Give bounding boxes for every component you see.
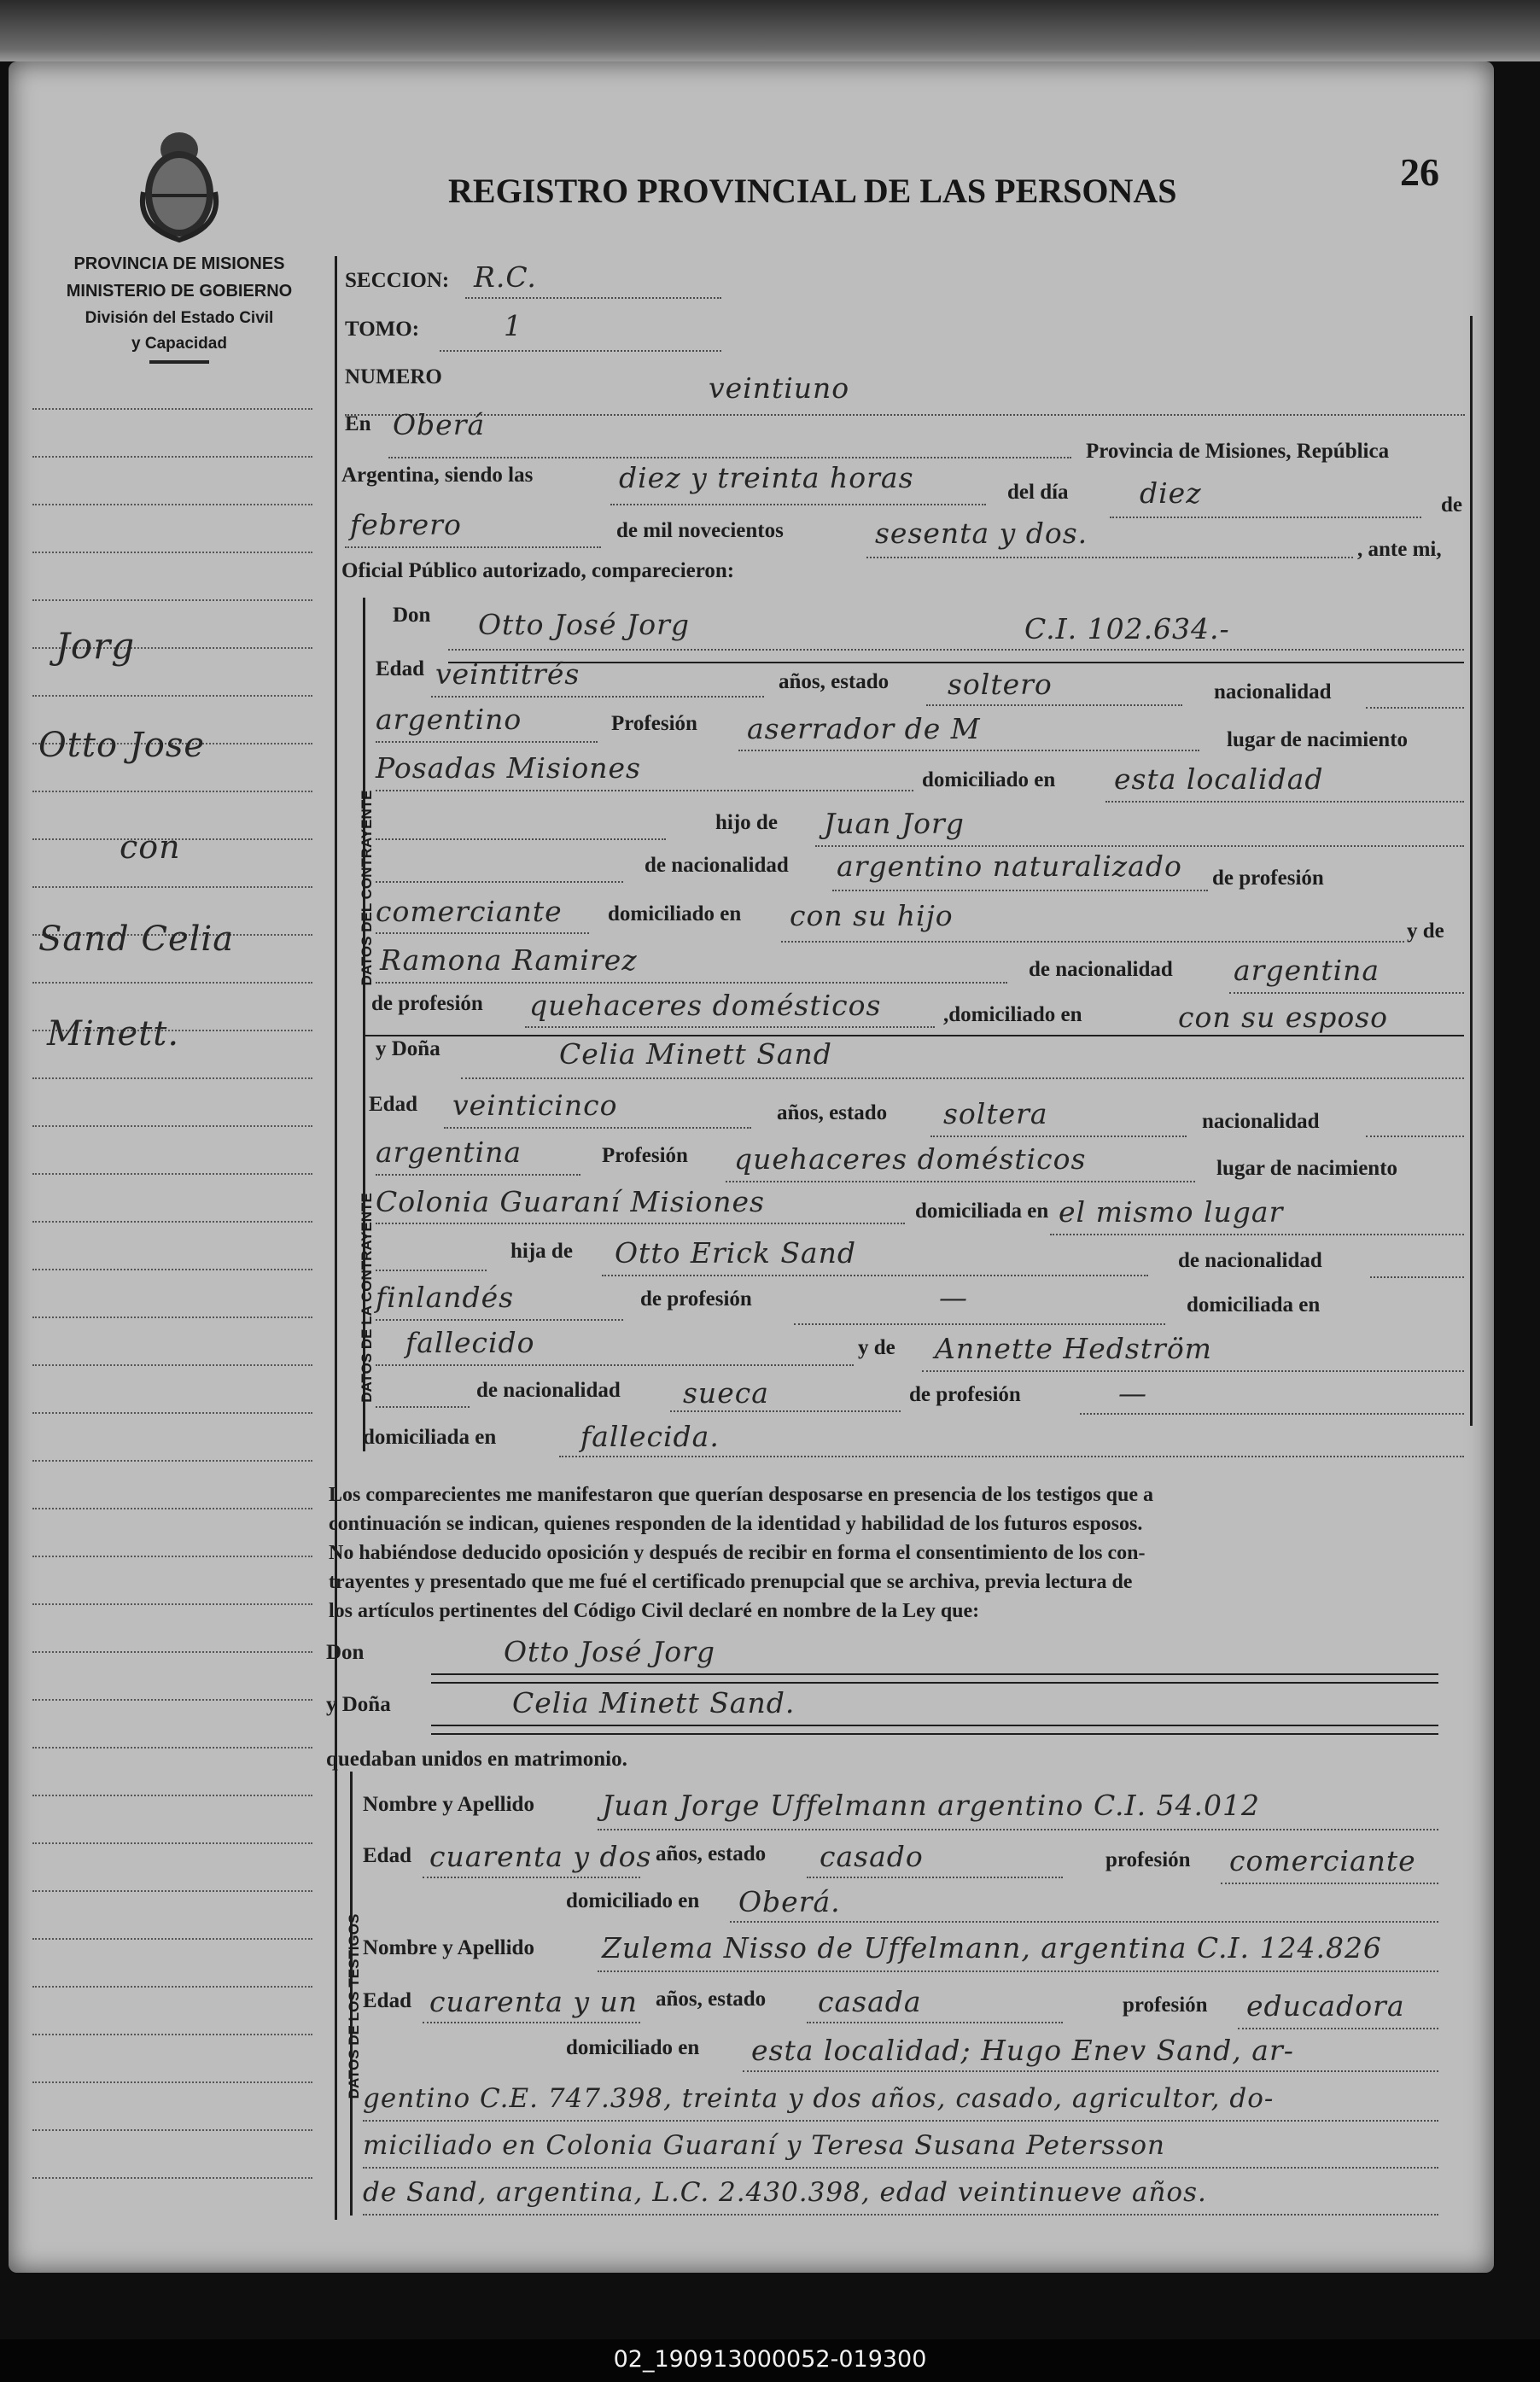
margin-rule [32,1269,312,1270]
margin-rule [32,1556,312,1557]
issuer-division: División del Estado Civil [85,309,274,327]
mes-value: febrero [350,508,462,541]
groom-nacionalidad-label: nacionalidad [1214,680,1332,704]
margin-rule [32,1460,312,1462]
en-label: En [345,412,371,435]
groom-nacionalidad: argentino [376,703,522,736]
witness1-edad: cuarenta y dos [429,1840,652,1873]
groom-domicilio: esta localidad [1114,762,1324,796]
hora-value: diez y treinta horas [619,461,914,494]
padre-prof-label: de profesión [1212,867,1324,890]
witness2-edad: cuarenta y un [429,1985,639,2018]
union-dona-rule [431,1725,1438,1726]
groom-madre-nac: argentina [1234,954,1380,987]
padre-nac-label: de nacionalidad [645,854,789,877]
groom-padre: Juan Jorg [824,807,965,840]
margin-note-name: Otto Jose [38,726,206,765]
hija-de-label: hija de [510,1240,573,1263]
numero-label: NUMERO [345,365,442,388]
bride-padre-dom-label: domiciliada en [1187,1293,1321,1317]
margin-rule [32,1938,312,1940]
t2-estado-line [807,2022,1063,2023]
madre-nac-label: de nacionalidad [1029,958,1173,981]
bride-lugar-nac-line [376,1223,905,1224]
bride-domiciliada-label: domiciliada en [915,1200,1049,1223]
bride-nacionalidad-label: nacionalidad [1202,1110,1320,1133]
issuer-ministry: MINISTERIO DE GOBIERNO [66,282,293,301]
bride-anos-estado-label: años, estado [777,1101,888,1124]
tomo-line [440,350,721,352]
groom-domiciliado-label: domiciliado en [922,768,1056,791]
ante-mi-label: , ante mi, [1357,538,1442,561]
madre-prof-label: de profesión [371,992,483,1015]
margin-note-con: con [120,828,181,866]
groom-nac-line [376,741,598,743]
t2-dom-line [743,2070,1438,2072]
padre-dom-label: domiciliado en [608,902,742,925]
madre-nac-line [1229,992,1464,994]
groom-domicilio-line [1105,801,1464,803]
margin-rule [32,791,312,792]
witness-continuation-1: gentino C.E. 747.398, treinta y dos años, casado, agricultor, do- [363,2083,1275,2114]
bride-madre-dom: fallecida. [580,1420,720,1453]
groom-padre-nac: argentino naturalizado [837,849,1182,883]
t2-nombre-line [598,1970,1438,1972]
union-don-label: Don [326,1641,365,1664]
groom-estado-line [926,704,1182,706]
tomo-value: 1 [504,309,522,342]
groom-madre: Ramona Ramirez [380,943,638,977]
declaration-line-4: trayentes y presentado que me fué el certificado prenupcial que se archiva, previa lectura de [329,1571,1133,1593]
t2-profesion-label: profesión [1123,1994,1208,2017]
margin-rule [32,886,312,888]
t2-anos-estado-label: años, estado [656,1988,767,2011]
y-de-label: y de [1407,920,1444,943]
union-dona-rule-2 [431,1733,1438,1735]
union-dona-name: Celia Minett Sand. [512,1686,796,1719]
section-label-contrayente: DATOS DEL CONTRAYENTE [359,790,375,986]
page-title: REGISTRO PROVINCIAL DE LAS PERSONAS [448,172,1177,210]
bride-name-line [461,1077,1464,1079]
groom-ci: C.I. 102.634.- [1024,612,1230,645]
bride-estado-line [930,1136,1187,1137]
bride-padre-prof-label: de profesión [640,1287,752,1311]
t1-nombre-line [598,1829,1438,1830]
groom-anos-estado-label: años, estado [779,670,890,693]
groom-padre-line [815,845,1464,847]
seccion-label: SECCION: [345,269,450,292]
coat-of-arms-icon [128,124,230,243]
t1-prof-line [1221,1883,1438,1884]
bride-padre-nac-line [376,1319,623,1321]
t2-dom-label: domiciliado en [566,2036,700,2059]
margin-note-surname: Jorg [55,625,136,667]
margin-rule [32,1699,312,1701]
bride-profesion-label: Profesión [602,1144,688,1167]
t1-anos-estado-label: años, estado [656,1842,767,1865]
union-don-rule-2 [431,1682,1438,1684]
witness1-name: Juan Jorge Uffelmann argentino C.I. 54.012 [602,1789,1261,1822]
margin-rule [32,1795,312,1796]
groom-profesion-label: Profesión [611,712,697,735]
bride-madre-nac-label: de nacionalidad [476,1379,621,1402]
t2-nombre-label: Nombre y Apellido [363,1936,534,1959]
bride-nac-tail [1366,1136,1464,1137]
bride-y-de-label: y de [858,1336,895,1359]
margin-rule [32,1747,312,1749]
margin-rule [32,599,312,601]
bride-padre-dom-line [376,1364,854,1366]
groom-madre-prof: quehaceres domésticos [529,989,882,1022]
seccion-value: R.C. [474,260,537,294]
cont3-line [363,2214,1438,2216]
separator-contrayentes [363,1035,1464,1036]
groom-lugar-nac: Posadas Misiones [376,751,641,785]
witness2-estado: casada [818,1985,922,2018]
margin-note-bride-2: Minett. [47,1014,180,1054]
margin-rule [32,1317,312,1318]
de-label: de [1441,493,1462,517]
bride-madre-dom-line [559,1456,1464,1457]
scan-footer [0,2339,1540,2382]
frame-right-border [1470,316,1473,1426]
issuer-capacidad: y Capacidad [131,335,227,353]
groom-nacionalidad-tail [1366,707,1464,709]
margin-rule [32,1890,312,1892]
del-dia-label: del día [1007,481,1069,504]
groom-name-rule [448,662,1464,663]
bride-name: Celia Minett Sand [559,1037,832,1071]
padre-prof-line [376,932,589,934]
anio-line [866,557,1353,558]
bride-profesion-line [726,1181,1195,1182]
bride-padre-nac-label: de nacionalidad [1178,1249,1322,1272]
oficial-label: Oficial Público autorizado, comparecieron: [341,559,735,582]
bride-edad: veinticinco [452,1089,618,1122]
bride-padre-nac-tail [1370,1276,1464,1278]
padre-nac-line [832,890,1208,891]
bride-madre: Annette Hedström [935,1332,1212,1365]
bride-edad-label: Edad [369,1093,417,1116]
t1-dom-line [730,1921,1438,1923]
dona-label: y Doña [376,1037,440,1060]
argentina-siendo-label: Argentina, siendo las [341,464,534,487]
union-don-rule [431,1673,1438,1675]
witness-continuation-2: miciliado en Colonia Guaraní y Teresa Susana Petersson [363,2130,1166,2161]
dia-value: diez [1140,476,1202,510]
bride-padre-line [602,1275,1148,1276]
t1-dom-label: domiciliado en [566,1889,700,1912]
groom-profesion-line [738,750,1199,751]
margin-rule [32,456,312,458]
bride-padre-prof-line [794,1323,1165,1325]
section-label-contrayente-f: DATOS DE LA CONTRAYENTE [359,1193,375,1403]
margin-rule [32,1842,312,1844]
tomo-label: TOMO: [345,318,420,341]
margin-rule [32,2034,312,2035]
groom-edad-label: Edad [376,657,424,680]
cont2-line [363,2167,1438,2169]
cont1-line [363,2120,1438,2122]
groom-name: Otto José Jorg [478,608,690,641]
union-dona-label: y Doña [326,1693,391,1716]
groom-estado: soltero [948,668,1053,701]
witness2-prof: educadora [1246,1989,1405,2023]
groom-lugar-nac-label: lugar de nacimiento [1227,728,1409,751]
bride-edad-line [444,1127,751,1129]
bride-madre-nac: sueca [683,1376,769,1410]
scanner-top-edge [0,0,1540,61]
witness1-dom: Oberá. [738,1885,841,1918]
margin-rule [32,2081,312,2083]
witness1-prof: comerciante [1229,1844,1416,1877]
t1-nombre-label: Nombre y Apellido [363,1793,534,1816]
lugar-line [388,457,1071,458]
madre-prof-line [525,1026,935,1028]
margin-rule [32,504,312,505]
bride-estado: soltera [943,1097,1048,1130]
bride-madre-prof: — [1118,1376,1147,1410]
groom-lugar-nac-line [376,790,913,791]
witness-continuation-3: de Sand, argentina, L.C. 2.430.398, edad veintinueve años. [363,2177,1207,2208]
bride-madre-nac-line [670,1410,901,1412]
margin-rule [32,1077,312,1079]
witness1-estado: casado [820,1840,924,1873]
margin-note-bride: Sand Celia [38,920,235,959]
margin-rule [32,1364,312,1366]
provincia-label: Provincia de Misiones, República [1086,440,1390,463]
section-label-testigos: DATOS DE LOS TESTIGOS [346,1913,362,2099]
bride-domicilio: el mismo lugar [1059,1195,1284,1229]
bride-padre-prof: — [939,1281,968,1314]
margin-rule [32,1173,312,1175]
numero-line [345,414,1465,416]
madre-nac-lead-line [376,1406,470,1408]
union-don-name: Otto José Jorg [504,1635,715,1668]
numero-value: veintiuno [709,371,850,405]
groom-name-line [448,649,1464,651]
issuer-underline [149,360,209,364]
groom-edad: veintitrés [435,657,580,691]
hora-line [610,504,986,505]
t2-edad-line [423,2022,640,2023]
seccion-line [465,297,721,299]
groom-padre-prof: comerciante [376,895,563,928]
scan-id: 02_190913000052-019300 [613,2346,927,2373]
groom-padre-dom: con su hijo [790,899,954,932]
groom-edad-line [431,696,764,698]
bride-madre-line [922,1370,1464,1372]
t2-prof-line [1238,2028,1438,2029]
issuer-province: PROVINCIA DE MISIONES [73,254,285,273]
declaration-line-1: Los comparecientes me manifestaron que querían desposarse en presencia de los testigos que a [329,1484,1153,1506]
margin-rule [32,1221,312,1223]
margin-rule [32,1412,312,1414]
de-mil-label: de mil novecientos [616,519,784,542]
frame-left-border [335,256,337,2220]
bride-padre-nac: finlandés [376,1281,515,1314]
margin-rule [32,695,312,697]
margin-rule [32,2129,312,2131]
lugar-value: Oberá [393,408,486,441]
madre-line [376,982,1007,984]
declaration-line-5: los artículos pertinentes del Código Civil declaré en nombre de la Ley que: [329,1600,980,1622]
bride-madre-prof-line [1080,1413,1464,1415]
bride-madre-dom-label: domiciliada en [363,1426,497,1449]
groom-profesion: aserrador de M [747,712,981,745]
witness2-name: Zulema Nisso de Uffelmann, argentina C.I. 124.826 [602,1931,1382,1965]
groom-madre-dom: con su esposo [1178,1001,1389,1034]
dia-line [1110,517,1421,518]
hijo-lead-line [376,838,666,840]
bride-domicilio-line [1050,1234,1464,1235]
margin-rule [32,2177,312,2179]
hija-lead-line [376,1270,487,1271]
margin-rule [32,1603,312,1605]
declaration-line-3: No habiéndose deducido oposición y después de recibir en forma el consentimiento de los con- [329,1542,1146,1564]
bride-profesion: quehaceres domésticos [734,1142,1087,1176]
witness2-dom: esta localidad; Hugo Enev Sand, ar- [751,2034,1294,2067]
t1-edad-line [423,1877,640,1878]
anio-value: sesenta y dos. [875,517,1088,550]
bride-padre: Otto Erick Sand [615,1236,856,1270]
margin-rule [32,1986,312,1988]
margin-rule [32,982,312,984]
nac-lead-line [376,881,623,883]
page-number: 26 [1400,150,1439,194]
margin-rule [32,552,312,553]
hijo-de-label: hijo de [715,811,778,834]
don-label: Don [393,604,431,627]
margin-rule [32,1125,312,1127]
bride-nac-line [376,1174,580,1176]
madre-dom-label: ,domiciliado en [943,1003,1082,1026]
bride-nacionalidad: argentina [376,1136,522,1169]
bride-lugar-nac: Colonia Guaraní Misiones [376,1185,765,1218]
padre-dom-line [781,941,1404,943]
margin-rule [32,408,312,410]
t1-profesion-label: profesión [1105,1848,1191,1871]
t1-estado-line [807,1877,1063,1878]
bride-madre-prof-label: de profesión [909,1383,1021,1406]
quedaban-label: quedaban unidos en matrimonio. [326,1748,627,1771]
t1-edad-label: Edad [363,1844,411,1867]
mes-line [345,546,601,548]
bride-padre-dom: fallecido [405,1326,535,1359]
t2-edad-label: Edad [363,1989,411,2012]
margin-rule [32,1651,312,1653]
bride-lugar-nac-label: lugar de nacimiento [1216,1157,1398,1180]
declaration-line-2: continuación se indican, quienes responden de la identidad y habilidad de los futuros esposos. [329,1513,1143,1535]
margin-rule [32,1508,312,1509]
